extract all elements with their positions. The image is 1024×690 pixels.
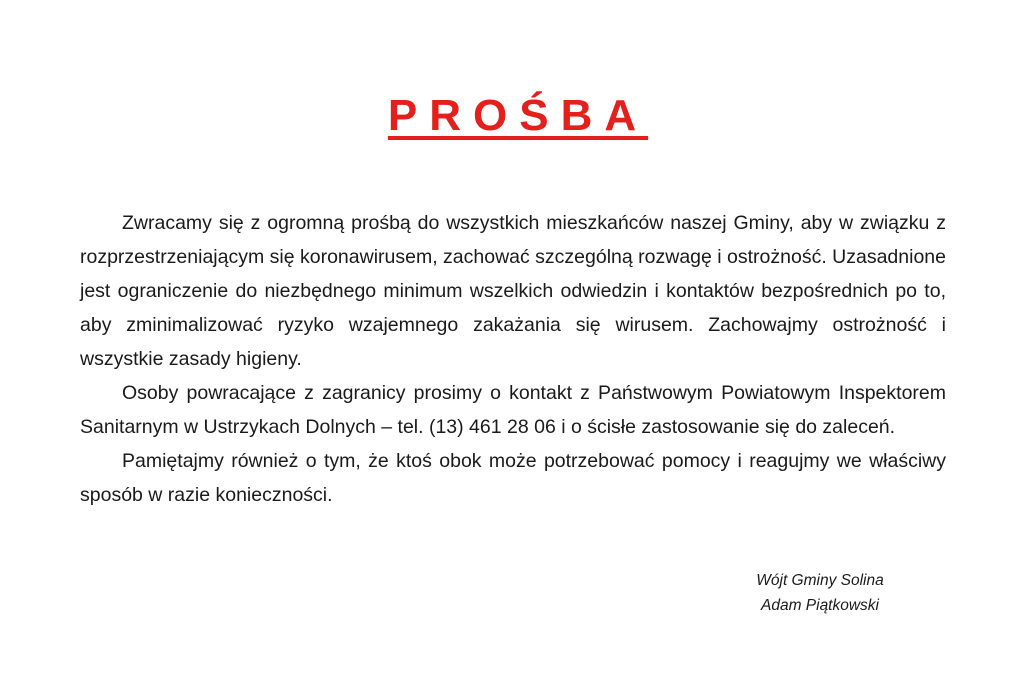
document-title-wrapper [0,86,1024,146]
paragraph-help: Pamiętajmy również o tym, że ktoś obok może potrzebować pomocy i reagujmy we właściwy sposób w razie konieczności. [80,450,946,506]
document-title: PROŚBA [387,91,649,140]
signature-title: Wójt Gminy Solina [756,572,884,589]
paragraph-travelers: Osoby powracające z zagranicy prosimy o kontakt z Państwowym Powiatowym Inspektorem Sanitarnym w Ustrzykach Dolnych – tel. (13) 461 28 06 i o ścisłe zastosowanie się do zaleceń. [80,382,946,438]
signature-name: Adam Piątkowski [760,597,879,614]
paragraph-appeal: Zwracamy się z ogromną prośbą do wszystkich mieszkańców naszej Gminy, aby w związku z rozprzestrzeniającym się koronawirusem, zachować szczególną rozwagę i ostrożność. Uzasadnione jest ograniczenie do niezbędnego minimum wszelkich odwiedzin i kontaktów bezpośrednich po to, aby zminimalizować ryzyko wzajemnego zakażania się wirusem. Zachowajmy ostrożność i wszystkie zasady higieny. [80,212,946,370]
document-body [80,206,946,512]
signature-block [700,568,940,618]
